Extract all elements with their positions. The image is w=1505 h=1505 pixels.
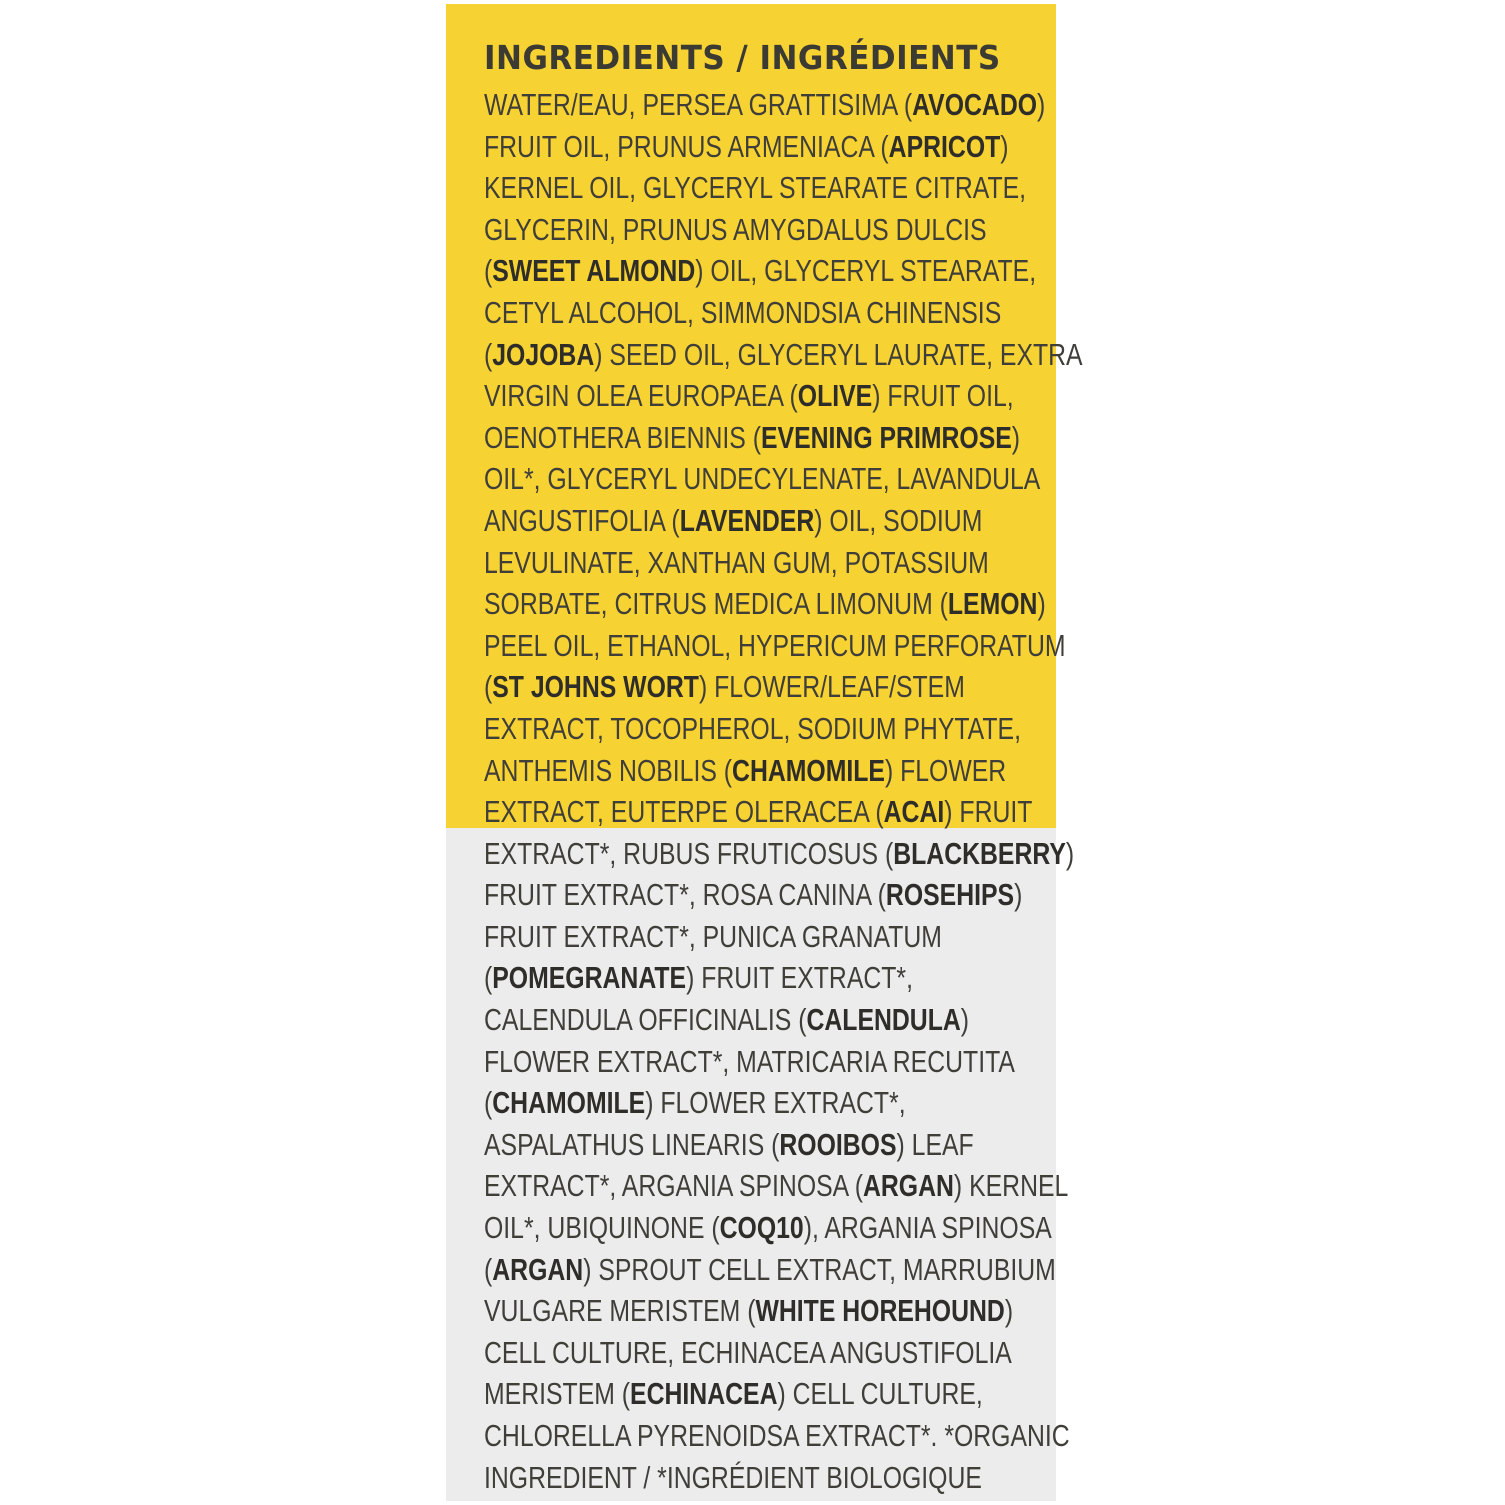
- ingredient-text: ) FLOWER EXTRACT*,: [645, 1085, 906, 1121]
- ingredient-common-name: CHAMOMILE: [732, 752, 885, 788]
- ingredient-text: (: [484, 960, 493, 996]
- ingredient-text: CHLORELLA PYRENOIDSA EXTRACT*. *ORGANIC: [484, 1418, 1070, 1453]
- ingredient-common-name: OLIVE: [797, 378, 873, 414]
- ingredient-line: [484, 1207, 1052, 1249]
- ingredients-heading: INGREDIENTS / INGRÉDIENTS: [484, 38, 1001, 77]
- ingredient-text: ): [1037, 586, 1046, 622]
- ingredient-text: ) LEAF: [896, 1126, 974, 1162]
- ingredient-line: [484, 84, 1046, 126]
- ingredient-common-name: POMEGRANATE: [492, 960, 687, 996]
- ingredient-line: [484, 1457, 982, 1499]
- ingredient-text: EXTRACT*, ARGANIA SPINOSA (: [484, 1168, 863, 1204]
- ingredient-text: (: [484, 669, 493, 705]
- ingredient-common-name: LEMON: [947, 586, 1038, 622]
- ingredient-line: [484, 833, 1075, 875]
- ingredient-common-name: JOJOBA: [492, 336, 595, 372]
- ingredient-text: FRUIT OIL, PRUNUS ARMENIACA (: [484, 128, 889, 164]
- ingredient-text: (: [484, 336, 493, 372]
- ingredient-common-name: ECHINACEA: [630, 1376, 778, 1412]
- ingredient-common-name: ARGAN: [862, 1168, 954, 1204]
- ingredient-line: [484, 1165, 1069, 1207]
- ingredient-text: ): [960, 1002, 970, 1038]
- ingredient-text: ): [1065, 835, 1075, 871]
- ingredient-line: [484, 334, 1083, 376]
- ingredient-line: [484, 209, 987, 251]
- ingredient-line: [484, 500, 983, 542]
- ingredient-text: ) FRUIT: [944, 794, 1033, 830]
- ingredient-text: INGREDIENT / *INGRÉDIENT BIOLOGIQUE: [484, 1459, 982, 1495]
- ingredient-line: [484, 1373, 983, 1415]
- ingredient-text: ) OIL, SODIUM: [814, 502, 983, 538]
- ingredient-line: [484, 666, 965, 708]
- ingredient-line: [484, 625, 1066, 667]
- ingredient-common-name: WHITE HOREHOUND: [755, 1293, 1005, 1329]
- ingredient-common-name: ST JOHNS WORT: [492, 669, 699, 705]
- ingredient-common-name: ROOIBOS: [779, 1126, 897, 1162]
- ingredient-text: ) KERNEL: [953, 1168, 1069, 1204]
- ingredient-text: (: [484, 1085, 493, 1121]
- ingredient-common-name: ACAI: [883, 794, 945, 830]
- ingredient-line: [484, 542, 989, 584]
- ingredient-line: [484, 1415, 1070, 1457]
- ingredient-common-name: ARGAN: [492, 1251, 584, 1287]
- ingredient-text: ), ARGANIA SPINOSA: [803, 1210, 1052, 1246]
- ingredient-text: ) CELL CULTURE,: [777, 1376, 983, 1412]
- ingredient-line: [484, 1249, 1056, 1291]
- ingredient-line: [484, 999, 970, 1041]
- ingredient-text: ANTHEMIS NOBILIS (: [484, 752, 733, 788]
- ingredient-text: ANGUSTIFOLIA (: [484, 502, 680, 538]
- ingredient-text: ): [1014, 877, 1023, 913]
- ingredient-text: ) FLOWER: [884, 752, 1007, 788]
- ingredient-line: [484, 874, 1023, 916]
- ingredient-line: [484, 750, 1007, 792]
- ingredient-text: KERNEL OIL, GLYCERYL STEARATE CITRATE,: [484, 170, 1027, 206]
- ingredient-line: [484, 791, 1033, 833]
- ingredient-text: ) SPROUT CELL EXTRACT, MARRUBIUM: [583, 1251, 1056, 1287]
- ingredient-line: [484, 1082, 932, 1124]
- ingredient-line: [484, 167, 1027, 209]
- ingredient-text: ): [1011, 419, 1021, 455]
- ingredient-text: CETYL ALCOHOL, SIMMONDSIA CHINENSIS: [484, 294, 1002, 330]
- ingredient-text: ): [1000, 128, 1009, 164]
- ingredient-text: OENOTHERA BIENNIS (: [484, 419, 761, 455]
- ingredients-list: [484, 84, 1083, 1498]
- ingredient-text: FRUIT EXTRACT*, ROSA CANINA (: [484, 877, 886, 913]
- ingredient-text: EXTRACT*, RUBUS FRUTICOSUS (: [484, 835, 894, 871]
- ingredient-text: CALENDULA OFFICINALIS (: [484, 1002, 807, 1038]
- ingredient-common-name: AVOCADO: [912, 87, 1038, 122]
- ingredient-text: (: [484, 253, 493, 289]
- ingredient-line: [484, 458, 1041, 500]
- ingredient-text: ) FRUIT OIL,: [872, 378, 1014, 414]
- ingredient-text: ): [1037, 87, 1046, 122]
- ingredient-text: OIL*, GLYCERYL UNDECYLENATE, LAVANDULA: [484, 461, 1041, 497]
- ingredient-line: [484, 126, 1009, 168]
- ingredient-line: [484, 1124, 974, 1166]
- ingredient-line: [484, 417, 1021, 459]
- ingredient-text: ) SEED OIL, GLYCERYL LAURATE, EXTRA: [594, 336, 1083, 372]
- ingredient-text: MERISTEM (: [484, 1376, 631, 1412]
- ingredient-common-name: COQ10: [719, 1210, 804, 1246]
- ingredient-line: [484, 375, 1014, 417]
- ingredient-text: VULGARE MERISTEM (: [484, 1293, 756, 1329]
- ingredient-line: [484, 1332, 1012, 1374]
- ingredient-common-name: SWEET ALMOND: [492, 253, 696, 289]
- ingredient-text: ) FRUIT EXTRACT*,: [686, 960, 913, 996]
- ingredient-common-name: APRICOT: [888, 128, 1001, 164]
- ingredient-common-name: ROSEHIPS: [885, 877, 1015, 913]
- ingredient-text: SORBATE, CITRUS MEDICA LIMONUM (: [484, 586, 948, 622]
- ingredient-text: EXTRACT, TOCOPHEROL, SODIUM PHYTATE,: [484, 710, 1021, 746]
- ingredient-text: LEVULINATE, XANTHAN GUM, POTASSIUM: [484, 544, 989, 580]
- ingredient-text: WATER/EAU, PERSEA GRATTISIMA (: [484, 87, 913, 122]
- ingredient-line: [484, 583, 1046, 625]
- ingredient-text: ASPALATHUS LINEARIS (: [484, 1126, 780, 1162]
- ingredient-common-name: CHAMOMILE: [492, 1085, 646, 1121]
- ingredient-line: [484, 957, 932, 999]
- ingredient-text: (: [484, 1251, 493, 1287]
- ingredient-line: [484, 1290, 1014, 1332]
- ingredient-text: PEEL OIL, ETHANOL, HYPERICUM PERFORATUM: [484, 627, 1066, 663]
- ingredient-common-name: LAVENDER: [679, 502, 815, 538]
- ingredient-text: ) FLOWER/LEAF/STEM: [698, 669, 965, 705]
- ingredient-line: [484, 1041, 1015, 1083]
- ingredient-line: [484, 916, 942, 958]
- ingredient-line: [484, 708, 1021, 750]
- ingredient-text: OIL*, UBIQUINONE (: [484, 1210, 720, 1246]
- ingredient-line: [484, 292, 1002, 334]
- ingredient-common-name: CALENDULA: [806, 1002, 961, 1038]
- ingredient-text: ) OIL, GLYCERYL STEARATE,: [695, 253, 1037, 289]
- ingredient-line: [484, 250, 1037, 292]
- ingredient-text: EXTRACT, EUTERPE OLERACEA (: [484, 794, 884, 830]
- ingredient-text: CELL CULTURE, ECHINACEA ANGUSTIFOLIA: [484, 1334, 1012, 1370]
- ingredient-common-name: BLACKBERRY: [893, 835, 1066, 871]
- ingredients-label-panel: [446, 4, 1083, 1501]
- ingredient-text: ): [1004, 1293, 1014, 1329]
- ingredient-text: VIRGIN OLEA EUROPAEA (: [484, 378, 798, 414]
- ingredient-text: FRUIT EXTRACT*, PUNICA GRANATUM: [484, 918, 942, 954]
- ingredient-text: GLYCERIN, PRUNUS AMYGDALUS DULCIS: [484, 211, 987, 247]
- ingredient-common-name: EVENING PRIMROSE: [760, 419, 1012, 455]
- ingredient-text: FLOWER EXTRACT*, MATRICARIA RECUTITA: [484, 1043, 1015, 1079]
